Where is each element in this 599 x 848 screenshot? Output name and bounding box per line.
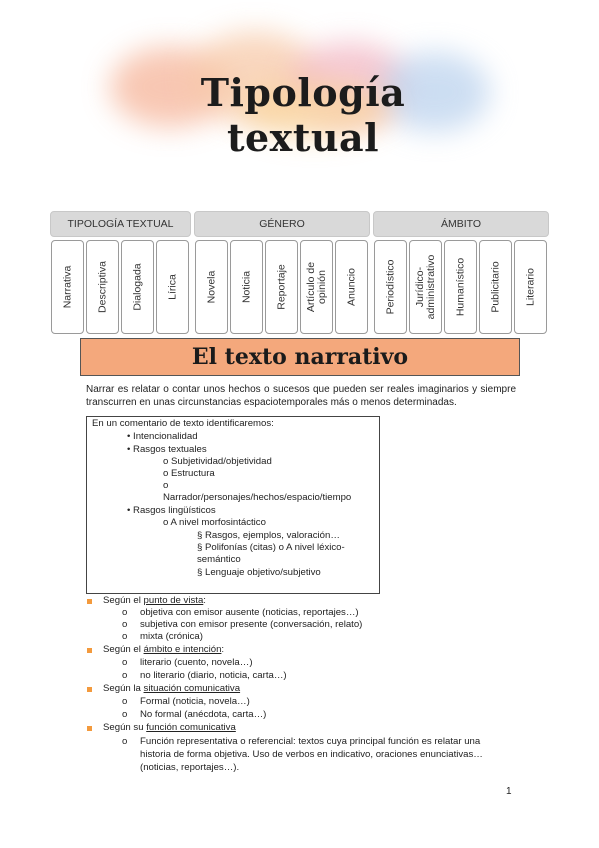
- list-item: § Polifonías (citas) o A nivel léxico-: [197, 542, 345, 553]
- list-item: o Estructura: [163, 468, 215, 479]
- list-item: subjetiva con emisor presente (conversación, relato): [140, 619, 363, 630]
- sub-marker: o: [122, 709, 128, 720]
- classification-heading: Según su función comunicativa: [103, 722, 236, 733]
- sub-marker: o: [122, 607, 128, 618]
- bullet-icon: [87, 648, 92, 653]
- sub-marker: o: [122, 657, 128, 668]
- bullet-icon: [87, 687, 92, 692]
- list-item: Narrador/personajes/hechos/espacio/tiempo: [163, 492, 352, 503]
- list-item: literario (cuento, novela…): [140, 657, 253, 668]
- commentary-box: [86, 416, 380, 594]
- classification-heading: Según el ámbito e intención:: [103, 644, 225, 655]
- sub-marker: o: [122, 631, 128, 642]
- classification-heading: Según la situación comunicativa: [103, 683, 241, 694]
- section-heading: El texto narrativo: [80, 338, 520, 376]
- list-item: • Rasgos textuales: [127, 444, 207, 455]
- header-ambito: ÁMBITO: [373, 211, 549, 237]
- intro-paragraph: Narrar es relatar o contar unos hechos o sucesos que pueden ser reales imaginarios y siempre transcurren en unas circunstancias espaciotemporales más o menos determinadas.: [86, 384, 516, 408]
- category-literario: Literario: [514, 240, 547, 334]
- list-item: o Subjetividad/objetividad: [163, 456, 272, 467]
- category-humanistico: Humanístico: [444, 240, 477, 334]
- sub-marker: o: [122, 670, 128, 681]
- page-title: Tipología textual: [200, 70, 406, 160]
- page-number: 1: [506, 786, 512, 797]
- list-item: historia de forma objetiva. Uso de verbos en indicativo, oraciones enunciativas…: [140, 749, 483, 760]
- commentary-lead: En un comentario de texto identificaremos:: [92, 418, 274, 429]
- category-reportaje: Reportaje: [265, 240, 298, 334]
- header-genero: GÉNERO: [194, 211, 370, 237]
- list-item: no literario (diario, noticia, carta…): [140, 670, 287, 681]
- list-item: mixta (crónica): [140, 631, 203, 642]
- category-descriptiva: Descriptiva: [86, 240, 119, 334]
- category-novela: Novela: [195, 240, 228, 334]
- list-item: • Rasgos lingüísticos: [127, 505, 216, 516]
- list-item: • Intencionalidad: [127, 431, 198, 442]
- category-noticia: Noticia: [230, 240, 263, 334]
- category-anuncio: Anuncio: [335, 240, 368, 334]
- list-item: § Rasgos, ejemplos, valoración…: [197, 530, 340, 541]
- category-articulo-opinion: Artículo de opinión: [300, 240, 333, 334]
- list-item: semántico: [197, 554, 241, 565]
- category-periodistico: Periodístico: [374, 240, 407, 334]
- category-publicitario: Publicitario: [479, 240, 512, 334]
- category-dialogada: Dialogada: [121, 240, 154, 334]
- sub-marker: o: [122, 696, 128, 707]
- list-item: § Lenguaje objetivo/subjetivo: [197, 567, 321, 578]
- list-item: Formal (noticia, novela…): [140, 696, 250, 707]
- list-item: objetiva con emisor ausente (noticias, reportajes…): [140, 607, 359, 618]
- sub-marker: o: [122, 619, 128, 630]
- list-item: (noticias, reportajes…).: [140, 762, 240, 773]
- header-tipologia: TIPOLOGÍA TEXTUAL: [50, 211, 191, 237]
- bullet-icon: [87, 599, 92, 604]
- classification-heading: Según el punto de vista:: [103, 595, 206, 606]
- category-juridico-administrativo: Jurídico-administrativo: [409, 240, 442, 334]
- sub-marker: o: [122, 736, 128, 747]
- category-lirica: Lírica: [156, 240, 189, 334]
- category-narrativa: Narrativa: [51, 240, 84, 334]
- list-item: No formal (anécdota, carta…): [140, 709, 267, 720]
- list-item: Función representativa o referencial: textos cuya principal función es relatar una: [140, 736, 481, 747]
- list-item: o A nivel morfosintáctico: [163, 517, 266, 528]
- list-item: o: [163, 480, 169, 491]
- bullet-icon: [87, 726, 92, 731]
